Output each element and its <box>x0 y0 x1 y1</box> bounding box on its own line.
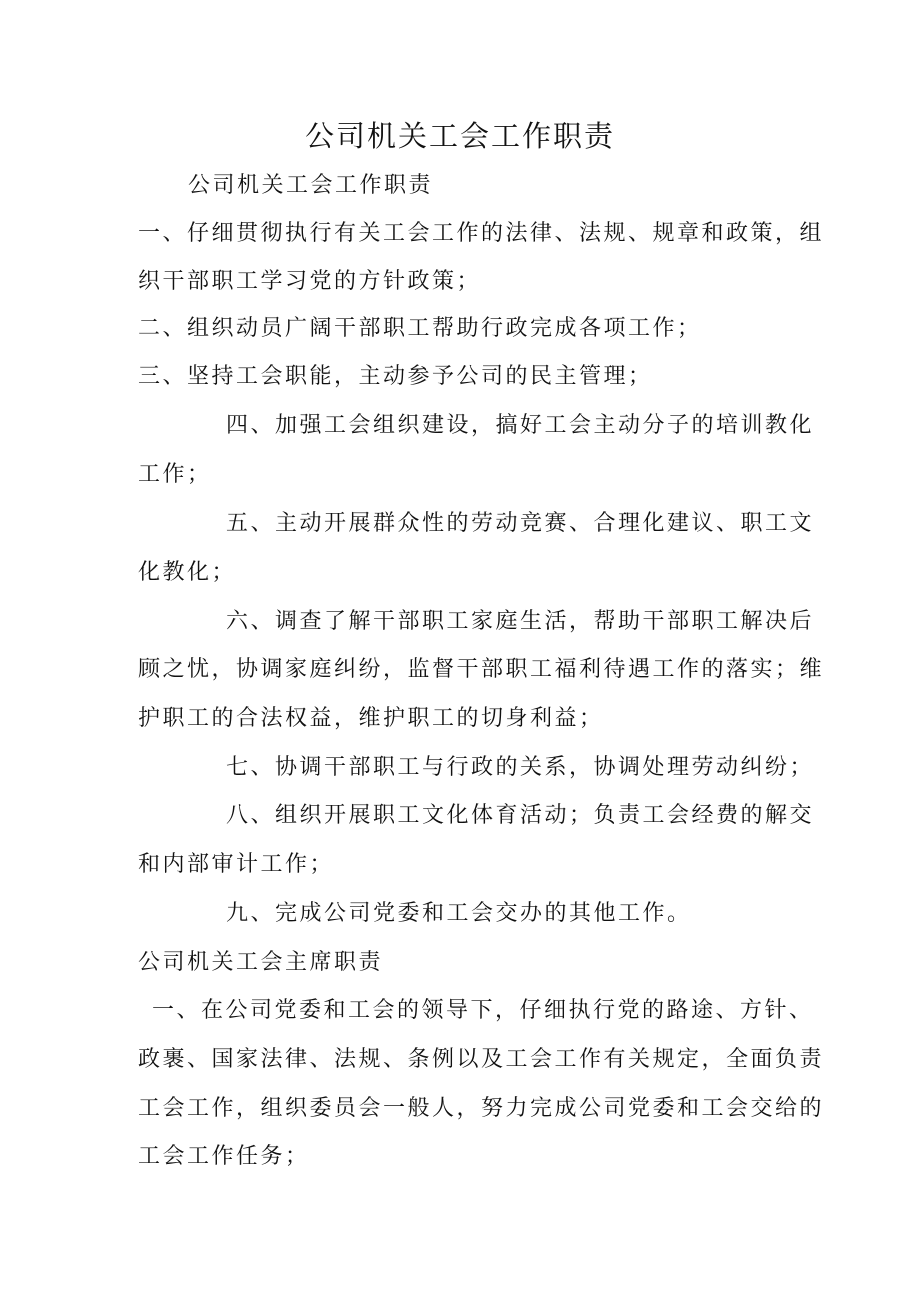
duty-1-line-2: 织干部职工学习党的方针政策； <box>138 269 482 294</box>
duty-8-line-2: 和内部审计工作； <box>138 852 335 877</box>
duty-5-line-2: 化教化； <box>138 560 237 585</box>
duty-9-line-1: 九、完成公司党委和工会交办的其他工作。 <box>226 901 692 926</box>
chairman-duty-1-line-3: 工会工作，组织委员会一般人，努力完成公司党委和工会交给的 <box>138 1096 825 1121</box>
chairman-heading: 公司机关工会主席职责 <box>138 950 384 975</box>
duty-7-line-1: 七、协调干部职工与行政的关系，协调处理劳动纠纷； <box>226 755 815 780</box>
duty-6-line-2: 顾之忧，协调家庭纠纷，监督干部职工福利待遇工作的落实；维 <box>138 657 825 682</box>
duty-2-line-1: 二、组织动员广阔干部职工帮助行政完成各项工作； <box>138 316 702 341</box>
duty-4-line-1: 四、加强工会组织建设，搞好工会主动分子的培训教化 <box>226 413 815 438</box>
duty-6-line-3: 护职工的合法权益，维护职工的切身利益； <box>138 706 604 731</box>
chairman-duty-1-line-1: 一、在公司党委和工会的领导下，仔细执行党的路途、方针、 <box>152 998 814 1023</box>
duty-8-line-1: 八、组织开展职工文化体育活动；负责工会经费的解交 <box>226 803 815 828</box>
duty-6-line-1: 六、调查了解干部职工家庭生活，帮助干部职工解决后 <box>226 609 815 634</box>
chairman-duty-1-line-2: 政裹、国家法律、法规、条例以及工会工作有关规定，全面负责 <box>138 1047 825 1072</box>
chairman-duty-1-line-4: 工会工作任务； <box>138 1144 310 1169</box>
document-subtitle: 公司机关工会工作职责 <box>188 173 434 198</box>
duty-5-line-1: 五、主动开展群众性的劳动竞赛、合理化建议、职工文 <box>226 511 815 536</box>
duty-4-line-2: 工作； <box>138 462 212 487</box>
document-title: 公司机关工会工作职责 <box>304 119 615 153</box>
duty-1-line-1: 一、仔细贯彻执行有关工会工作的法律、法规、规章和政策，组 <box>138 221 825 246</box>
duty-3-line-1: 三、坚持工会职能，主动参予公司的民主管理； <box>138 364 653 389</box>
